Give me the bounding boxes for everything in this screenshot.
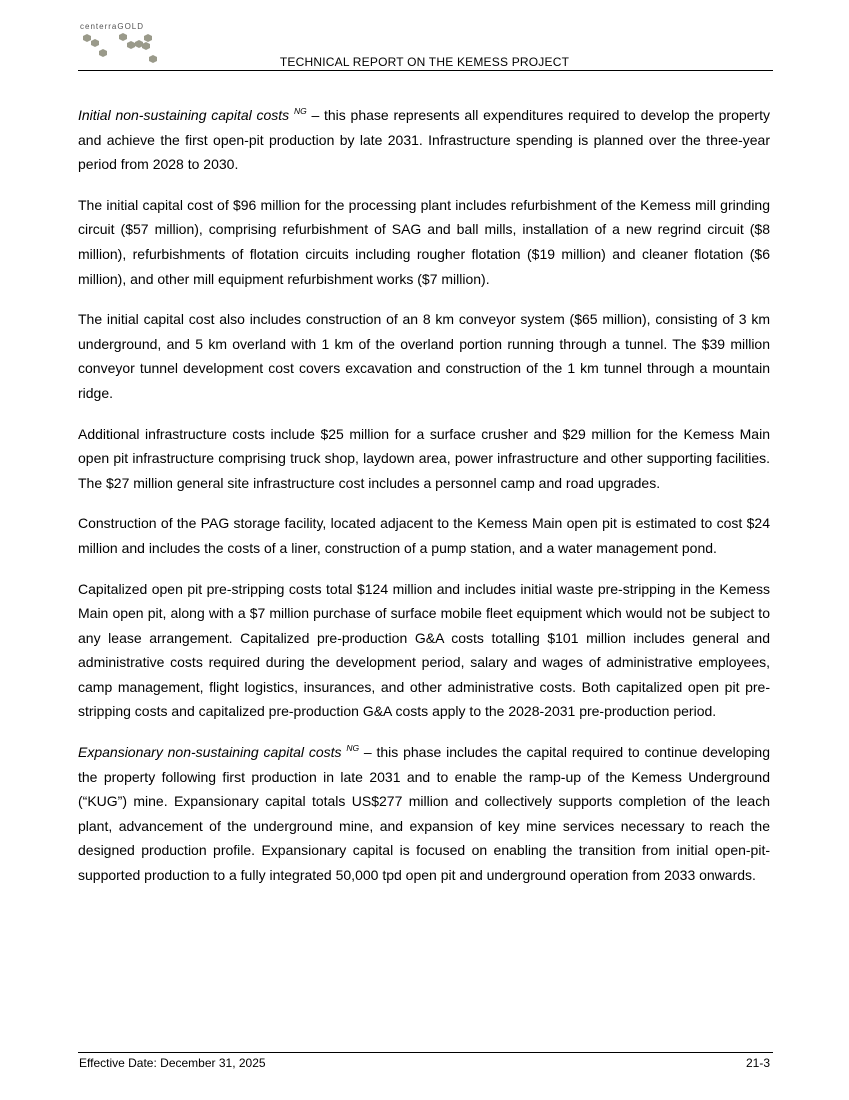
paragraph-processing-plant: The initial capital cost of $96 million for the processing plant includes refurbishment of the Kemess mill grinding circuit ($57 million), comprising refurbishment of SAG and ball mills, installation of a new regrind circuit ($8 million), refurbishments of flotation circuits including rougher flotation ($19 million) and cleaner flotation ($6 million), and other mill equipment refurbishment works ($7 million). bbox=[78, 196, 770, 287]
paragraph-initial-capital bbox=[78, 103, 770, 177]
header-divider bbox=[78, 70, 773, 71]
non-gaap-marker: NG bbox=[346, 743, 360, 754]
paragraph-pag-storage: Construction of the PAG storage facility, located adjacent to the Kemess Main open pit is estimated to cost $24 million and includes the costs of a liner, construction of a pump station, and a water management pond. bbox=[78, 515, 770, 556]
paragraph-pre-stripping: Capitalized open pit pre-stripping costs total $124 million and includes initial waste pre-stripping in the Kemess Main open pit, along with a $7 million purchase of surface mobile fleet equipment which would not be subject to any lease arrangement. Capitalized pre-production G&A costs totalling $101 million includes general and administrative costs required during the development period, salary and wages of administrative employees, camp management, flight logistics, insurances, and other administrative costs. Both capitalized open pit pre-stripping costs and capitalized pre-production G&A costs apply to the 2028-2031 pre-production period. bbox=[78, 580, 770, 720]
footer-divider bbox=[78, 1052, 773, 1053]
non-gaap-marker: NG bbox=[293, 106, 307, 116]
paragraph-text: – this phase represents all expenditures required to develop the property and achieve the first open-pit production by late 2031. Infrastructure spending is planned over the three-year period from 2028 to 2030. bbox=[78, 107, 770, 173]
paragraph-additional-infrastructure: Additional infrastructure costs include $25 million for a surface crusher and $29 million for the Kemess Main open pit infrastructure comprising truck shop, laydown area, power infrastructure and other supporting facilities. The $27 million general site infrastructure cost includes a personnel camp and road upgrades. bbox=[78, 425, 770, 491]
paragraph-lead: Expansionary non-sustaining capital costs bbox=[78, 744, 342, 761]
paragraph-expansionary-capital bbox=[78, 740, 770, 888]
report-body bbox=[78, 103, 770, 904]
logo-text: centerraGOLD bbox=[80, 22, 145, 31]
effective-date: Effective Date: December 31, 2025 bbox=[79, 1056, 266, 1070]
page-number: 21-3 bbox=[745, 1056, 770, 1070]
paragraph-conveyor: The initial capital cost also includes construction of an 8 km conveyor system ($65 million), consisting of 3 km underground, and 5 km overland with 1 km of the overland portion running through a tunnel. The $39 million conveyor tunnel development cost covers excavation and construction of the 1 km tunnel through a mountain ridge. bbox=[78, 311, 770, 401]
paragraph-lead: Initial non-sustaining capital costs bbox=[78, 107, 290, 123]
report-title: TECHNICAL REPORT ON THE KEMESS PROJECT bbox=[279, 55, 570, 69]
paragraph-text: – this phase includes the capital required to continue developing the property following first production in late 2031 and to enable the ramp-up of the Kemess Underground (“KUG”) mine. Expansionary capital totals US$277 million and collectively supports completion of the leach plant, advancement of the underground mine, and expansion of key mine services necessary to reach the designed production profile. Expansionary capital is focused on enabling the transition from initial open-pit-supported production to a fully integrated 50,000 tpd open pit and underground operation from 2033 onwards. bbox=[78, 744, 771, 884]
